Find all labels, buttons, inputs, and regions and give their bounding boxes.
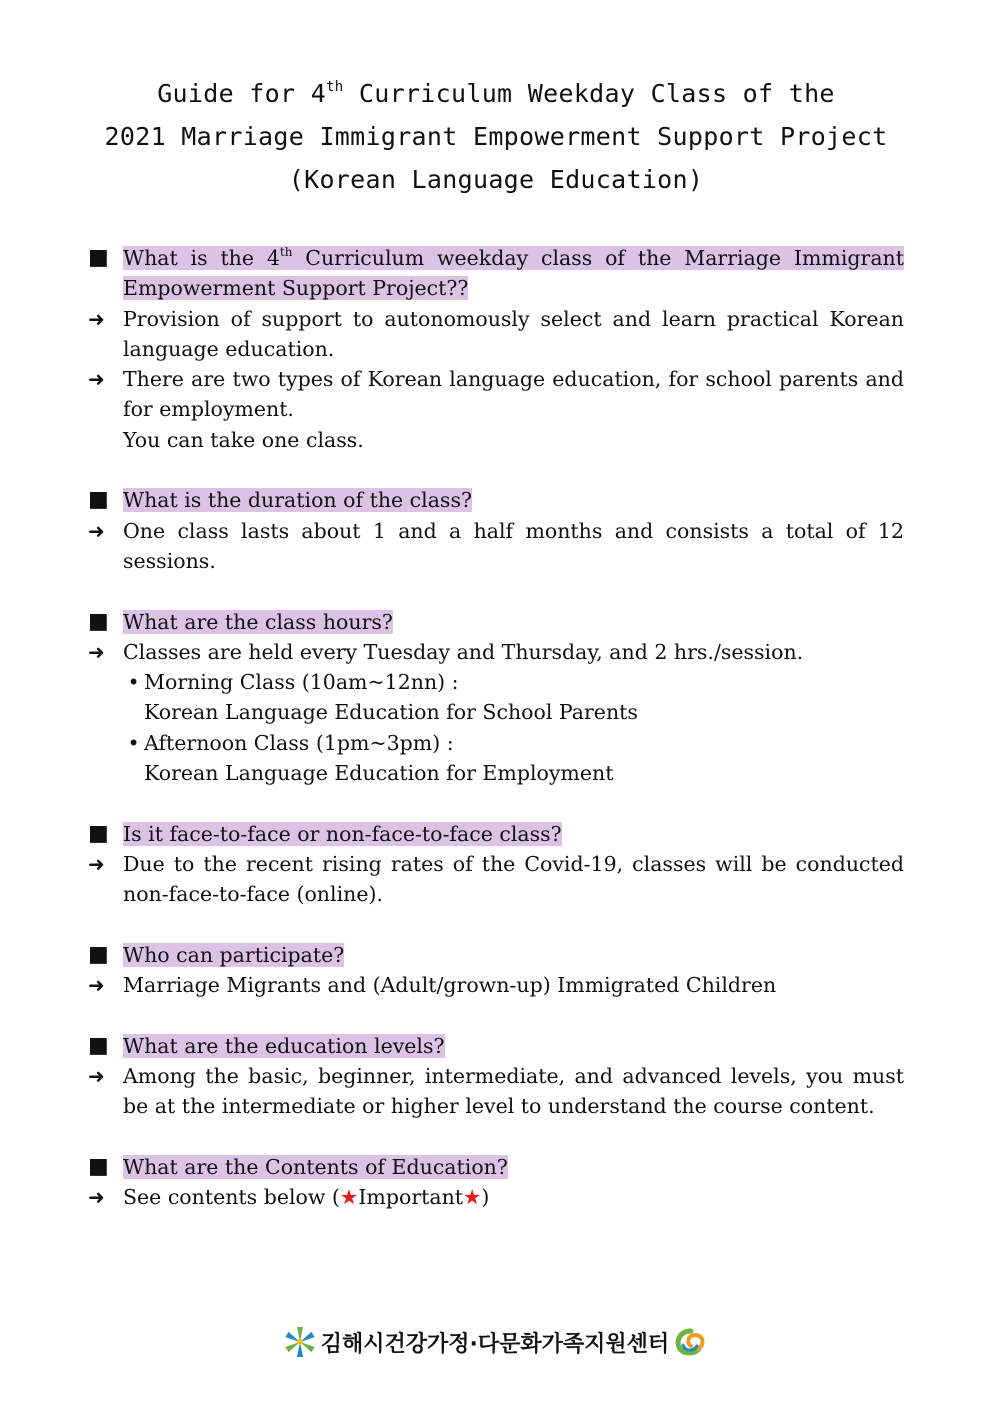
- arrow-icon: ➜: [88, 367, 105, 392]
- question-highlight: What are the Contents of Education?: [123, 1154, 508, 1179]
- square-bullet-icon: ■: [88, 1032, 109, 1058]
- square-bullet-icon: ■: [88, 941, 109, 967]
- question-highlight: What is the duration of the class?: [123, 488, 472, 513]
- question-highlight: Who can participate?: [123, 942, 345, 967]
- section-question: [88, 243, 904, 304]
- section-answer: ➜ There are two types of Korean language education, for school parents and for employment. You can take one class.: [88, 364, 904, 455]
- star-icon: ★: [339, 1185, 359, 1210]
- footer-org: [0, 1325, 992, 1359]
- arrow-icon: ➜: [88, 306, 105, 331]
- section-question: [88, 1031, 904, 1061]
- section-answer: ➜ Classes are held every Tuesday and Thursday, and 2 hrs./session. • Morning Class (10am~12nn) : Korean Language Education for School Parents • Afternoon Class (1pm~3pm) : Korean Language Education for Employment: [88, 637, 904, 788]
- star-icon: ★: [463, 1185, 482, 1210]
- square-bullet-icon: ■: [88, 608, 109, 634]
- title-line-3: (Korean Language Education): [288, 165, 704, 194]
- list-item: • Afternoon Class (1pm~3pm) : Korean Language Education for Employment: [123, 728, 904, 789]
- section-answer: ➜ One class lasts about 1 and a half months and consists a total of 12 sessions.: [88, 516, 904, 577]
- question-highlight: What are the class hours?: [123, 609, 393, 634]
- arrow-icon: ➜: [88, 973, 105, 998]
- section-question: [88, 607, 904, 637]
- list-item: • Morning Class (10am~12nn) : Korean Language Education for School Parents: [123, 667, 904, 728]
- arrow-icon: ➜: [88, 1064, 105, 1089]
- arrow-icon: ➜: [88, 639, 105, 664]
- title-line-2: 2021 Marriage Immigrant Empowerment Support Project: [104, 122, 888, 151]
- arrow-icon: ➜: [88, 851, 105, 876]
- org-name: 김해시건강가정·다문화가족지원센터: [320, 1331, 670, 1357]
- section-question: [88, 485, 904, 515]
- document-body: [88, 243, 904, 1213]
- section-answer: ➜ Provision of support to autonomously select and learn practical Korean language education.: [88, 304, 904, 365]
- bullet-icon: •: [127, 730, 140, 755]
- question-highlight: What is the 4th Curriculum weekday class of the Marriage Immigrant Empowerment Support Project??: [123, 245, 904, 301]
- square-bullet-icon: ■: [88, 1153, 109, 1179]
- question-highlight: What are the education levels?: [123, 1033, 445, 1058]
- bullet-icon: •: [127, 670, 140, 695]
- section-question: [88, 1152, 904, 1182]
- pinwheel-logo-icon: [283, 1325, 317, 1359]
- section-question: [88, 940, 904, 970]
- section-answer: ➜ Due to the recent rising rates of the Covid-19, classes will be conducted non-face-to-face (online).: [88, 849, 904, 910]
- square-bullet-icon: ■: [88, 820, 109, 846]
- arrow-icon: ➜: [88, 518, 105, 543]
- section-answer: ➜ Marriage Migrants and (Adult/grown-up) Immigrated Children: [88, 970, 904, 1000]
- title-line-1: Guide for 4th Curriculum Weekday Class of the: [157, 79, 835, 108]
- section-answer: ➜ See contents below (★Important★): [88, 1182, 904, 1212]
- section-question: [88, 819, 904, 849]
- section-answer: ➜ Among the basic, beginner, intermediate, and advanced levels, you must be at the intermediate or higher level to understand the course content.: [88, 1061, 904, 1122]
- arrow-icon: ➜: [88, 1185, 105, 1210]
- question-highlight: Is it face-to-face or non-face-to-face class?: [123, 821, 562, 846]
- square-bullet-icon: ■: [88, 487, 109, 513]
- document-title: [0, 72, 992, 201]
- family-swirl-logo-icon: [673, 1327, 709, 1357]
- square-bullet-icon: ■: [88, 245, 109, 270]
